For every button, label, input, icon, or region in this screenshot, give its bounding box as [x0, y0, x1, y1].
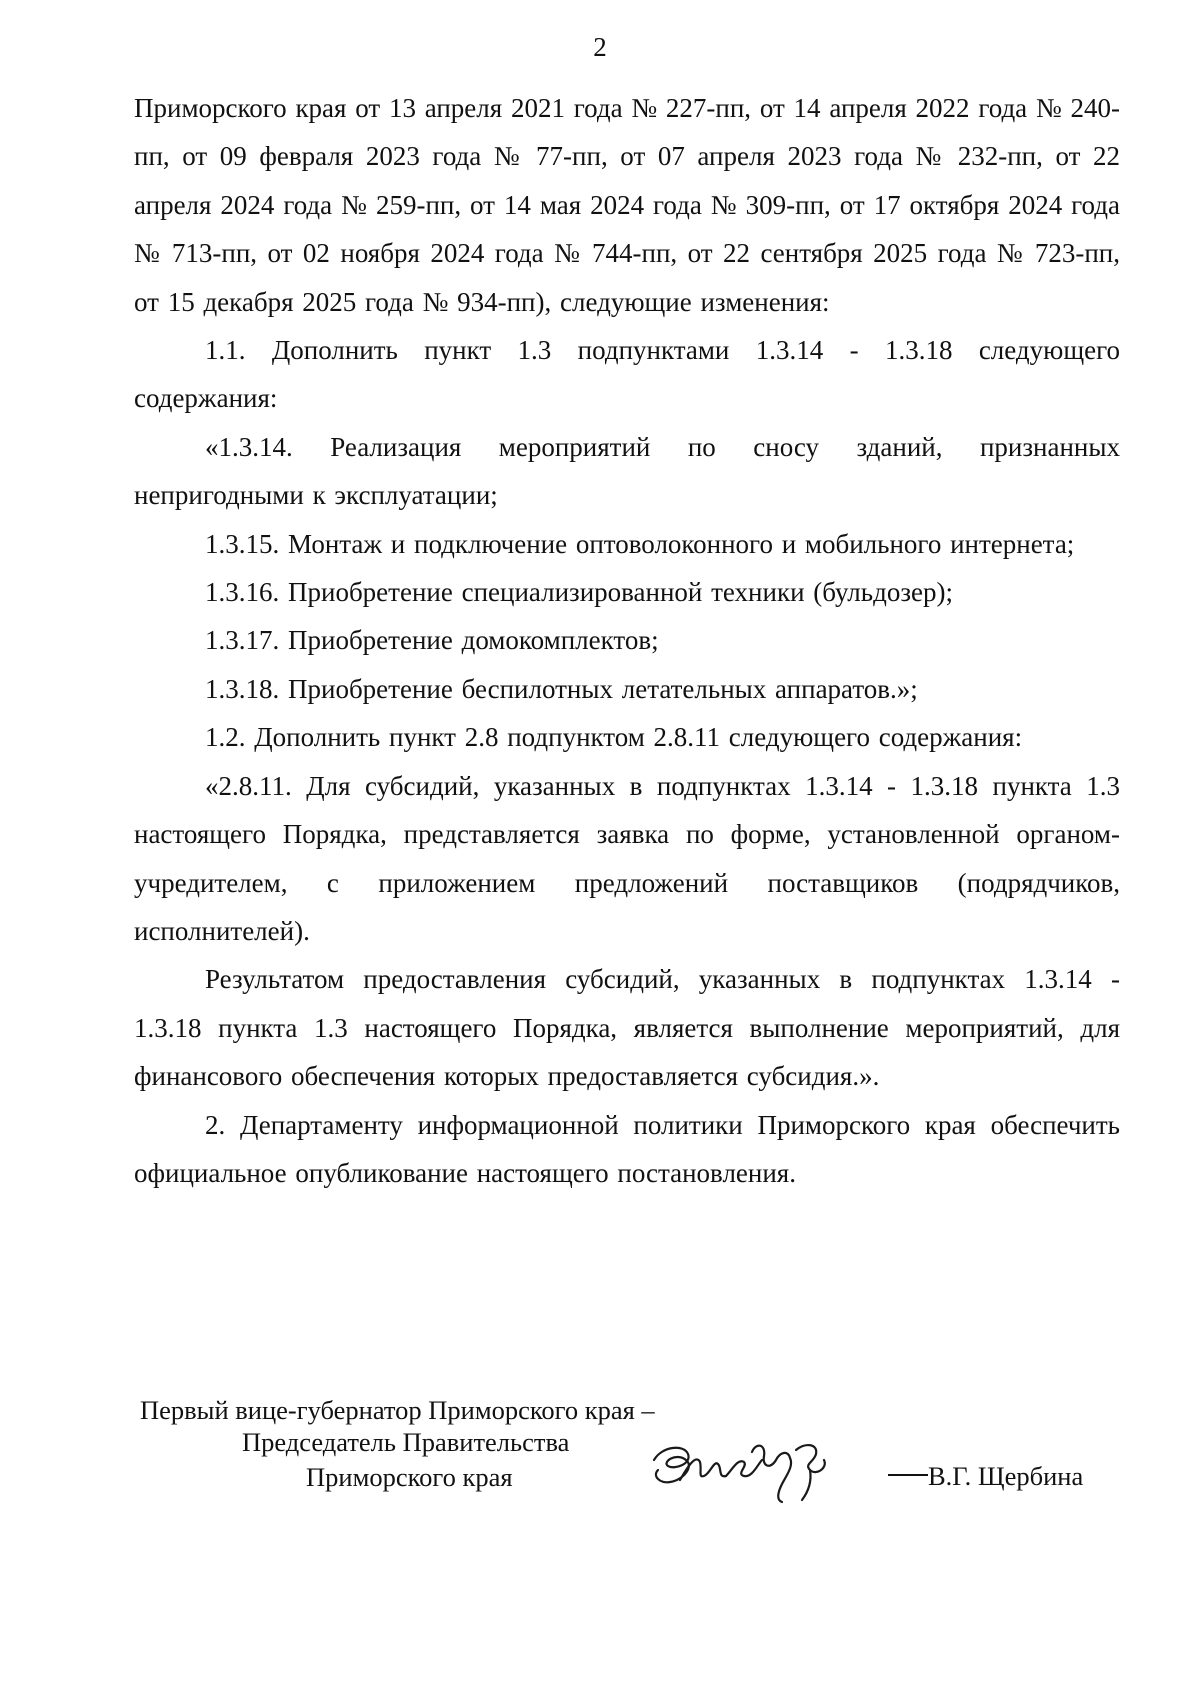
- paragraph-subitem-1-3-16: 1.3.16. Приобретение специализированной техники (бульдозер);: [205, 577, 953, 608]
- paragraph-item-1-1: 1.1. Дополнить пункт 1.3 подпунктами 1.3.14 - 1.3.18 следующего содержания:: [134, 335, 1120, 414]
- paragraph-subitem-1-3-18: 1.3.18. Приобретение беспилотных летательных аппаратов.»;: [205, 673, 918, 704]
- signer-position-line-3: Приморского края: [306, 1462, 513, 1492]
- handwritten-signature: [640, 1430, 850, 1510]
- signer-name: В.Г. Щербина: [928, 1461, 1084, 1491]
- page-number: 2: [593, 32, 607, 62]
- signature-block: [140, 1394, 1120, 1514]
- paragraph-amendments-list: Приморского края от 13 апреля 2021 года № 227-пп, от 14 апреля 2022 года № 240-пп, от 09 февраля 2023 года № 77-пп, от 07 апреля 2023 года № 232-пп, от 22 апреля 2024 года № 259-пп, от 14 мая 2024 года № 309-пп, от 17 октября 2024 года № 713-пп, от 02 ноября 2024 года № 744-пп, от 22 сентября 2025 года № 723-пп, от 15 декабря 2025 года № 934-пп), следующие изменения:: [134, 93, 1120, 317]
- document-body: [134, 84, 1120, 1197]
- signer-position-line-1: Первый вице-губернатор Приморского края –: [140, 1395, 655, 1425]
- paragraph-item-1-2: 1.2. Дополнить пункт 2.8 подпунктом 2.8.11 следующего содержания:: [205, 722, 1023, 753]
- paragraph-subitem-1-3-14: «1.3.14. Реализация мероприятий по сносу зданий, признанных непригодными к эксплуатации;: [134, 431, 1120, 511]
- paragraph-subitem-1-3-15: 1.3.15. Монтаж и подключение оптоволоконного и мобильного интернета;: [205, 528, 1075, 559]
- signature-dash: [888, 1474, 928, 1476]
- paragraph-subitem-2-8-11: «2.8.11. Для субсидий, указанных в подпунктах 1.3.14 - 1.3.18 пункта 1.3 настоящего Порядка, представляется заявка по форме, установленной органом-учредителем, с приложением предложений поставщиков (подрядчиков, исполнителей).: [134, 770, 1120, 946]
- signer-position-line-2: Председатель Правительства: [242, 1427, 570, 1457]
- paragraph-subitem-1-3-17: 1.3.17. Приобретение домокомплектов;: [205, 625, 659, 656]
- paragraph-item-2: 2. Департаменту информационной политики Приморского края обеспечить официальное опубликование настоящего постановления.: [134, 1109, 1120, 1188]
- paragraph-result: Результатом предоставления субсидий, указанных в подпунктах 1.3.14 - 1.3.18 пункта 1.3 настоящего Порядка, является выполнение мероприятий, для финансового обеспечения которых предоставляется субсидия.».: [134, 964, 1120, 1092]
